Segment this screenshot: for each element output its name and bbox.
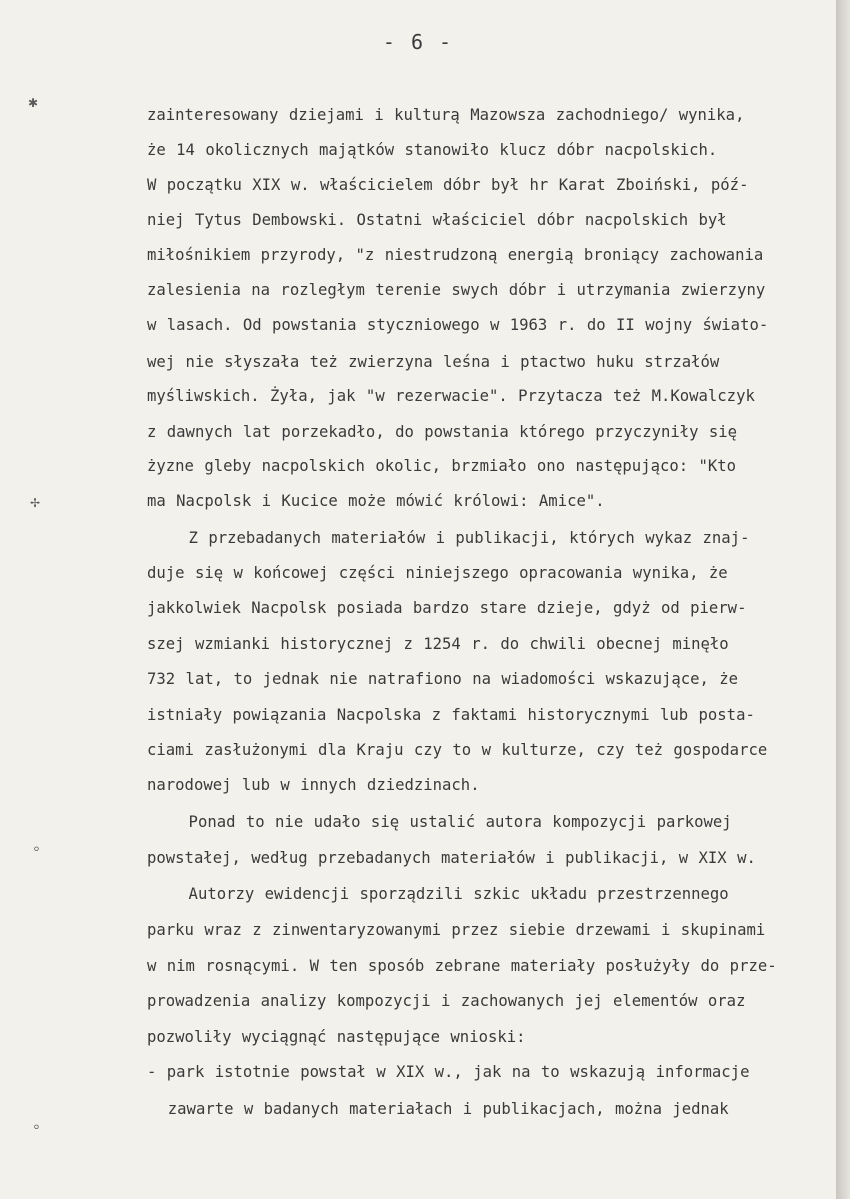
text-line: duje się w końcowej części niniejszego opracowania wynika, że [147,564,728,582]
text-line: jakkolwiek Nacpolsk posiada bardzo stare dzieje, gdyż od pierw- [147,599,747,617]
binding-mark-icon: ⸰ [33,842,40,856]
binding-mark-icon: ✢ [30,496,41,510]
text-line: ciami zasłużonymi dla Kraju czy to w kulturze, czy też gospodarce [147,741,768,759]
text-line: Ponad to nie udało się ustalić autora kompozycji parkowej [147,813,732,831]
text-line: Autorzy ewidencji sporządzili szkic układu przestrzennego [147,885,729,903]
text-line: 732 lat, to jednak nie natrafiono na wiadomości wskazujące, że [147,670,739,688]
binding-mark-icon: ✱ [28,96,39,110]
text-line: ma Nacpolsk i Kucice może mówić królowi: Amice". [147,492,605,510]
text-line: zawarte w badanych materiałach i publikacjach, można jednak [147,1100,729,1118]
text-line: wej nie słyszała też zwierzyna leśna i ptactwo huku strzałów [147,353,720,371]
text-line: z dawnych lat porzekadło, do powstania którego przyczyniły się [147,423,738,441]
binding-mark-icon: ⸰ [33,1120,40,1134]
page-number: - 6 - [382,30,454,54]
text-line: miłośnikiem przyrody, "z niestrudzoną energią broniący zachowania [147,246,764,264]
text-line: myśliwskich. Żyła, jak "w rezerwacie". Przytacza też M.Kowalczyk [147,387,755,405]
text-line: szej wzmianki historycznej z 1254 r. do chwili obecnej minęło [147,635,729,653]
text-line: zalesienia na rozległym terenie swych dóbr i utrzymania zwierzyny [147,281,766,299]
text-line: niej Tytus Dembowski. Ostatni właściciel dóbr nacpolskich był [147,211,727,229]
text-line: że 14 okolicznych majątków stanowiło klucz dóbr nacpolskich. [147,141,718,159]
text-line: W początku XIX w. właścicielem dóbr był hr Karat Zboiński, póź- [147,176,749,194]
text-line: w lasach. Od powstania styczniowego w 1963 r. do II wojny świato- [147,316,769,334]
text-line: parku wraz z zinwentaryzowanymi przez siebie drzewami i skupinami [147,921,766,939]
text-line: prowadzenia analizy kompozycji i zachowanych jej elementów oraz [147,992,746,1010]
text-line: powstałej, według przebadanych materiałów i publikacji, w XIX w. [147,849,756,867]
text-line: żyzne gleby nacpolskich okolic, brzmiało ono następująco: "Kto [147,457,737,475]
text-line: - park istotnie powstał w XIX w., jak na to wskazują informacje [147,1063,750,1081]
text-line: narodowej lub w innych dziedzinach. [147,776,480,794]
text-line: Z przebadanych materiałów i publikacji, których wykaz znaj- [147,529,750,547]
text-line: istniały powiązania Nacpolska z faktami historycznymi lub posta- [147,706,755,724]
page-edge [836,0,850,1199]
text-line: pozwoliły wyciągnąć następujące wnioski: [147,1028,526,1046]
text-line: zainteresowany dziejami i kulturą Mazowsza zachodniego/ wynika, [147,106,745,124]
text-line: w nim rosnącymi. W ten sposób zebrane materiały posłużyły do prze- [147,957,777,975]
